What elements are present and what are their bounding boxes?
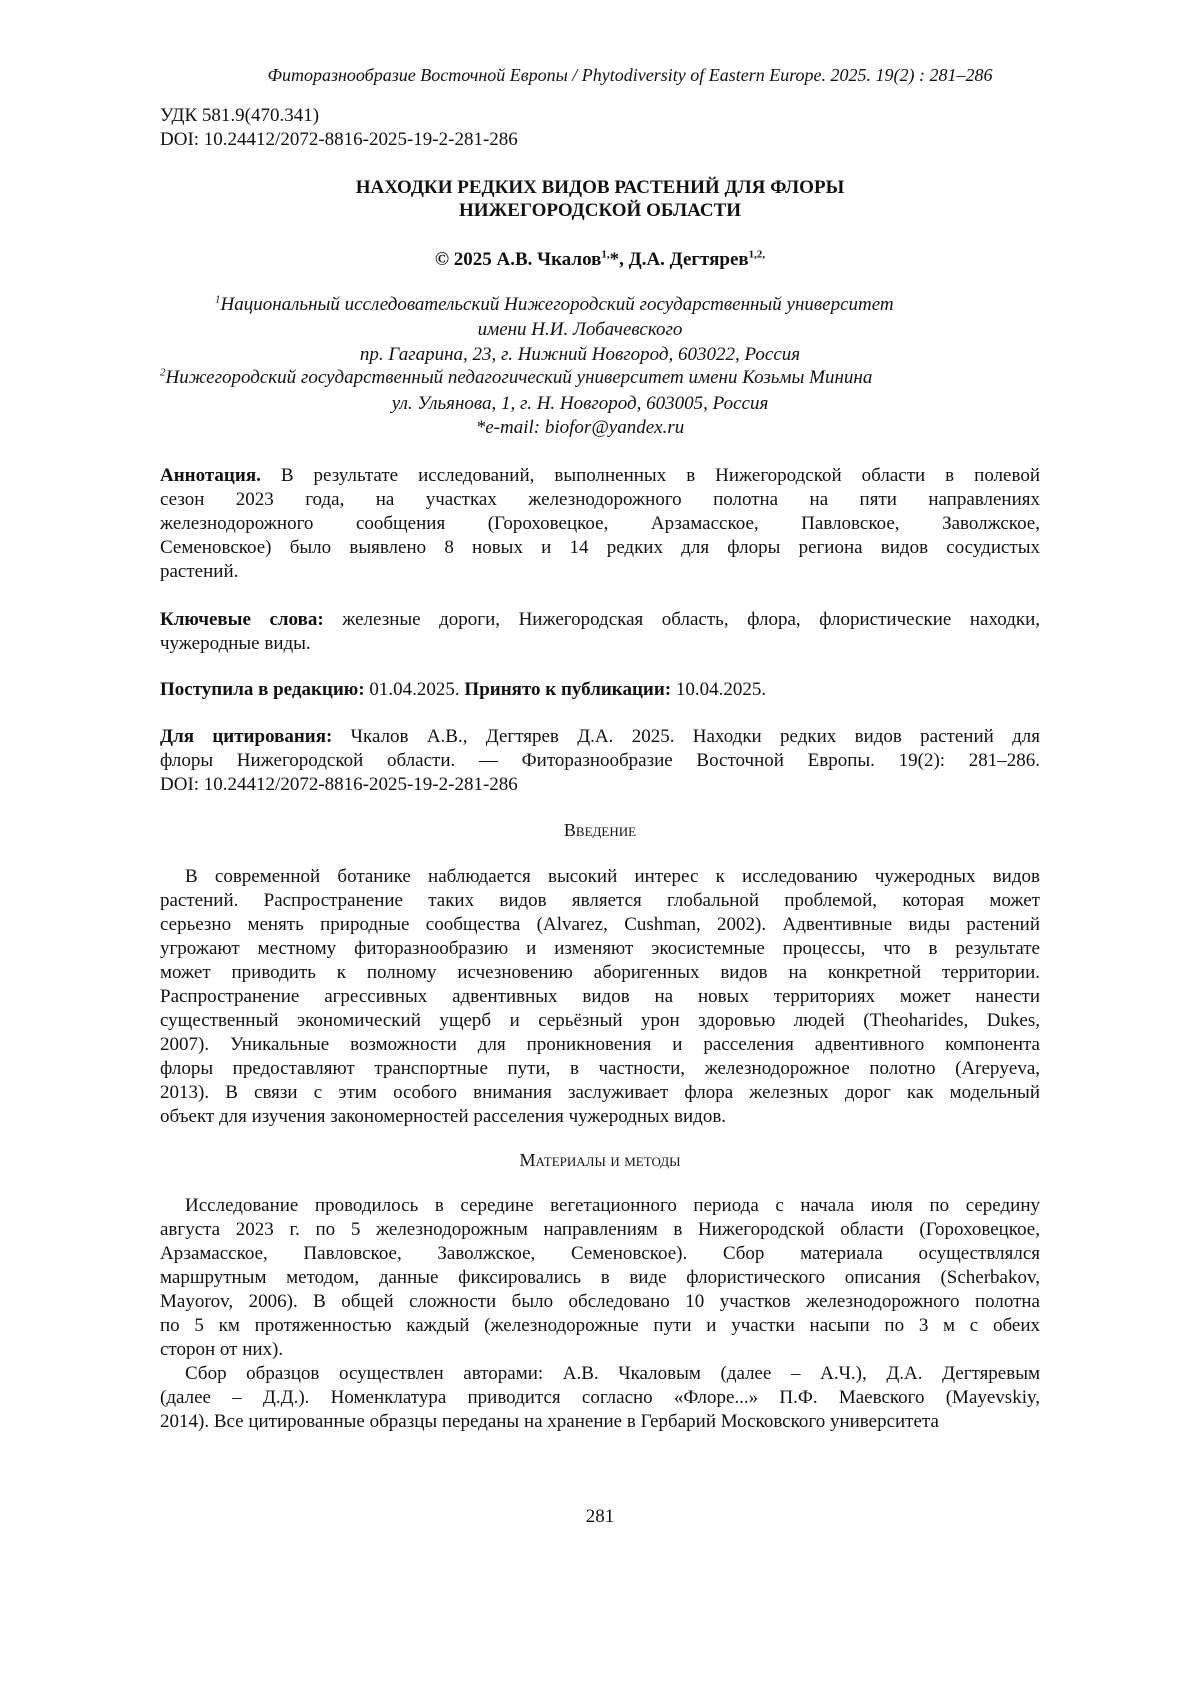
line-text: Чкалов А.В., Дегтярев Д.А. 2025. Находки редких видов растений для bbox=[332, 726, 1040, 747]
paragraph bbox=[160, 464, 1040, 584]
affiliation-line bbox=[0, 392, 1160, 416]
line-text: 10.04.2025. bbox=[671, 679, 766, 700]
affiliation-text: Национальный исследовательский Нижегородский государственный университет bbox=[221, 294, 894, 315]
affiliation-text: Нижегородский государственный педагогический университет имени Козьмы Минина bbox=[166, 367, 873, 388]
affiliation-line bbox=[215, 293, 894, 317]
line-text: сторон от них). bbox=[160, 1339, 283, 1360]
text-line bbox=[160, 1105, 1040, 1129]
line-text: может приводить к полному исчезновению аборигенных видов на конкретной территории. bbox=[160, 962, 1040, 983]
affiliation-sup: 1 bbox=[215, 294, 221, 306]
text-line bbox=[160, 1266, 1040, 1290]
bold-label: Поступила в редакцию: bbox=[160, 679, 365, 700]
line-text: существенный экономический ущерб и серьёзный урон здоровью людей (Theoharides, Dukes, bbox=[160, 1010, 1040, 1031]
text-line bbox=[160, 560, 1040, 584]
line-text: Распространение агрессивных адвентивных видов на новых территориях может нанести bbox=[160, 986, 1040, 1007]
author-sup-1: 1, bbox=[601, 249, 609, 261]
line-text: DOI: 10.24412/2072-8816-2025-19-2-281-286 bbox=[160, 774, 518, 795]
bold-label: Для цитирования: bbox=[160, 726, 332, 747]
section-heading-intro: Введение bbox=[0, 818, 1200, 842]
affiliation-text: *e-mail: biofor@yandex.ru bbox=[476, 417, 685, 438]
text-line bbox=[160, 1033, 1040, 1057]
author-sup-2: 1,2, bbox=[749, 249, 766, 261]
paragraph bbox=[160, 1194, 1040, 1362]
text-line bbox=[160, 889, 1040, 913]
text-line bbox=[160, 913, 1040, 937]
text-line bbox=[160, 1081, 1040, 1105]
affiliation-text: имени Н.И. Лобачевского bbox=[478, 319, 683, 340]
line-text: железнодорожного сообщения (Гороховецкое, Арзамасское, Павловское, Заволжское, bbox=[160, 513, 1040, 534]
author-mid: *, Д.А. Дегтярев bbox=[610, 249, 749, 270]
paragraph bbox=[160, 865, 1040, 1129]
affiliation-line bbox=[0, 318, 1160, 342]
text-line bbox=[160, 1338, 1040, 1362]
line-text: серьезно менять природные сообщества (Alvarez, Cushman, 2002). Адвентивные виды растений bbox=[160, 914, 1040, 935]
text-line bbox=[160, 1314, 1040, 1338]
line-text: Семеновское) было выявлено 8 новых и 14 редких для флоры региона видов сосудистых bbox=[160, 537, 1040, 558]
line-text: Сбор образцов осуществлен авторами: А.В. Чкаловым (далее – А.Ч.), Д.А. Дегтяревым bbox=[185, 1363, 1040, 1384]
line-text: сезон 2023 года, на участках железнодорожного полотна на пяти направлениях bbox=[160, 489, 1040, 510]
text-line bbox=[160, 937, 1040, 961]
affiliation-text: пр. Гагарина, 23, г. Нижний Новгород, 603022, Россия bbox=[360, 344, 800, 365]
line-text: Арзамасское, Павловское, Заволжское, Семеновское). Сбор материала осуществлялся bbox=[160, 1243, 1040, 1264]
text-line bbox=[160, 678, 1040, 702]
text-line bbox=[160, 1057, 1040, 1081]
text-line bbox=[160, 1290, 1040, 1314]
affiliation-text: ул. Ульянова, 1, г. Н. Новгород, 603005, Россия bbox=[392, 393, 769, 414]
line-text: чужеродные виды. bbox=[160, 633, 311, 654]
line-text: по 5 км протяженностью каждый (железнодорожные пути и участки насыпи по 3 м с обеих bbox=[160, 1315, 1040, 1336]
affiliation-line bbox=[0, 416, 1160, 440]
line-text: 01.04.2025. bbox=[365, 679, 465, 700]
line-text: Исследование проводилось в середине вегетационного периода с начала июля по середину bbox=[185, 1195, 1040, 1216]
text-line bbox=[160, 488, 1040, 512]
line-text: 2013). В связи с этим особого внимания заслуживает флора железных дорог как модельный bbox=[160, 1082, 1040, 1103]
text-line bbox=[160, 749, 1040, 773]
text-line bbox=[160, 1410, 1040, 1434]
text-line bbox=[160, 608, 1040, 632]
text-line bbox=[160, 1362, 1040, 1386]
text-line bbox=[160, 536, 1040, 560]
line-text: железные дороги, Нижегородская область, флора, флористические находки, bbox=[324, 609, 1040, 630]
line-text: растений. Распространение таких видов является глобальной проблемой, которая может bbox=[160, 890, 1040, 911]
line-text: Mayorov, 2006). В общей сложности было обследовано 10 участков железнодорожного полотна bbox=[160, 1291, 1040, 1312]
paragraph bbox=[160, 725, 1040, 797]
text-line bbox=[160, 961, 1040, 985]
line-text: В современной ботанике наблюдается высокий интерес к исследованию чужеродных видов bbox=[185, 866, 1040, 887]
line-text: августа 2023 г. по 5 железнодорожным направлениям в Нижегородской области (Гороховецкое, bbox=[160, 1219, 1040, 1240]
text-line bbox=[160, 512, 1040, 536]
affiliation-line bbox=[160, 366, 872, 390]
line-text: 2014). Все цитированные образцы переданы на хранение в Гербарий Московского университета bbox=[160, 1411, 939, 1432]
line-text: В результате исследований, выполненных в Нижегородской области в полевой bbox=[261, 465, 1040, 486]
udk: УДК 581.9(470.341) bbox=[160, 104, 319, 128]
line-text: флоры Нижегородской области. — Фиторазнообразие Восточной Европы. 19(2): 281–286. bbox=[160, 750, 1040, 771]
bold-label: Аннотация. bbox=[160, 465, 261, 486]
line-text: объект для изучения закономерностей расселения чужеродных видов. bbox=[160, 1106, 726, 1127]
authors bbox=[0, 248, 1200, 272]
paragraph bbox=[160, 608, 1040, 656]
text-line bbox=[160, 1218, 1040, 1242]
affiliation-sup: 2 bbox=[160, 367, 166, 379]
section-heading-methods: Материалы и методы bbox=[0, 1148, 1200, 1172]
line-text: (далее – Д.Д.). Номенклатура приводится согласно «Флоре...» П.Ф. Маевского (Mayevskiy, bbox=[160, 1387, 1040, 1408]
doi: DOI: 10.24412/2072-8816-2025-19-2-281-286 bbox=[160, 128, 518, 152]
line-text: флоры предоставляют транспортные пути, в частности, железнодорожное полотно (Arepyeva, bbox=[160, 1058, 1040, 1079]
text-line bbox=[160, 1242, 1040, 1266]
running-header: Фиторазнообразие Восточной Европы / Phytodiversity of Eastern Europe. 2025. 19(2) : 281–286 bbox=[0, 63, 1200, 87]
text-line bbox=[160, 1386, 1040, 1410]
text-line bbox=[160, 725, 1040, 749]
text-line bbox=[160, 464, 1040, 488]
paragraph bbox=[160, 678, 1040, 702]
author-prefix: © 2025 А.В. Чкалов bbox=[435, 249, 602, 270]
page-number: 281 bbox=[0, 1505, 1200, 1529]
line-text: маршрутным методом, данные фиксировались в виде флористического описания (Scherbakov, bbox=[160, 1267, 1040, 1288]
title-line-1: НАХОДКИ РЕДКИХ ВИДОВ РАСТЕНИЙ ДЛЯ ФЛОРЫ bbox=[0, 176, 1200, 200]
line-text: 2007). Уникальные возможности для проникновения и расселения адвентивного компонента bbox=[160, 1034, 1040, 1055]
text-line bbox=[160, 773, 1040, 797]
line-text: угрожают местному фиторазнообразию и изменяют экосистемные процессы, что в результате bbox=[160, 938, 1040, 959]
paragraph bbox=[160, 1362, 1040, 1434]
title-line-2: НИЖЕГОРОДСКОЙ ОБЛАСТИ bbox=[0, 199, 1200, 223]
bold-label: Принято к публикации: bbox=[464, 679, 671, 700]
text-line bbox=[160, 1009, 1040, 1033]
bold-label: Ключевые слова: bbox=[160, 609, 324, 630]
line-text: растений. bbox=[160, 561, 238, 582]
text-line bbox=[160, 865, 1040, 889]
text-line bbox=[160, 985, 1040, 1009]
text-line bbox=[160, 632, 1040, 656]
affiliation-line bbox=[0, 343, 1160, 367]
text-line bbox=[160, 1194, 1040, 1218]
